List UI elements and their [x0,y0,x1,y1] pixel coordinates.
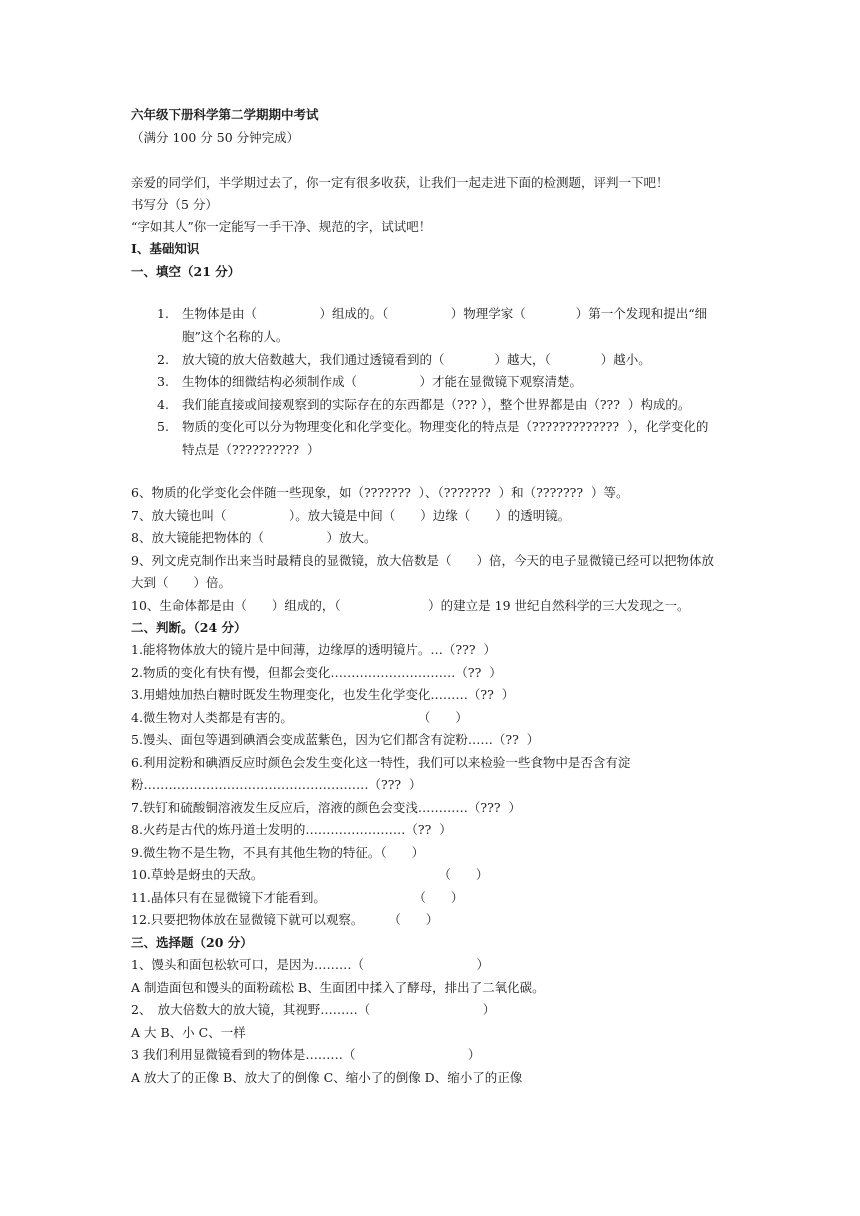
question-line: 粉………………………………………………（??? ） [131,777,422,792]
question-line: 4.微生物对人类都是有害的。 （ ） [131,710,468,725]
question-line: 1.能将物体放大的镜片是中间薄，边缘厚的透明镜片。…（??? ） [131,642,496,657]
question-line: 6.利用淀粉和碘酒反应时颜色会发生变化这一特性，我们可以来检验一些食物中是否含有淀 [131,755,631,770]
question-line: 5.馒头、面包等遇到碘酒会变成蓝紫色，因为它们都含有淀粉……（?? ） [131,732,540,747]
list-item: 我们能直接或间接观察到的实际存在的东西都是（??? ），整个世界都是由（??? ）构成的。 [182,397,691,412]
question-line: 6、物质的化学变化会伴随一些现象，如（??????? ）、（??????? ）和（??????? ）等。 [131,485,629,500]
question-line: 12.只要把物体放在显微镜下就可以观察。 （ ） [131,912,439,927]
list-item-continuation: 胞”这个名称的人。 [182,329,289,344]
writing-score-text: “字如其人”你一定能写一手干净、规范的字，试试吧！ [131,219,432,234]
question-line: 7、放大镜也叫（ ）。放大镜是中间（ ）边缘（ ）的透明镜。 [131,508,571,523]
section3-title: 三、选择题（20 分） [131,935,253,950]
question-line: 9.微生物不是生物，不具有其他生物的特征。（ ） [131,845,425,860]
question-line: 2.物质的变化有快有慢，但都会变化…………………………（?? ） [131,665,502,680]
page-subtitle: （满分 100 分 50 分钟完成） [131,130,300,145]
writing-score-title: 书写分（5 分） [131,197,218,212]
question-line: 2、 放大倍数大的放大镜，其视野………（ ） [131,1002,496,1017]
list-item: 放大镜的放大倍数越大，我们通过透镜看到的（ ）越大，（ ）越小。 [182,352,651,367]
section1-title: 一、填空（21 分） [131,264,241,279]
answer-options: A 制造面包和馒头的面粉疏松 B、生面团中揉入了酵母，排出了二氧化碳。 [131,980,545,995]
list-item: 生物体是由（ ）组成的。（ ）物理学家（ ）第一个发现和提出“细 [182,306,708,321]
list-item-number: 4. [157,397,169,412]
intro-greeting: 亲爱的同学们，半学期过去了，你一定有很多收获，让我们一起走进下面的检测题，评判一下吧！ [131,175,669,190]
section2-title: 二、判断。（24 分） [131,620,247,635]
question-line: 8、放大镜能把物体的（ ）放大。 [131,530,377,545]
list-item-number: 5. [157,419,169,434]
question-line: 8.火药是古代的炼丹道士发明的……………………（?? ） [131,822,452,837]
list-item-number: 3. [157,374,169,389]
list-item: 生物体的细微结构必须制作成（ ）才能在显微镜下观察清楚。 [182,374,583,389]
list-item-number: 1. [157,306,169,321]
question-line: 7.铁钉和硫酸铜溶液发生反应后，溶液的颜色会变浅…………（??? ） [131,800,521,815]
question-line: 10.草蛉是蚜虫的天敌。 （ ） [131,867,489,882]
page-title: 六年级下册科学第二学期期中考试 [131,107,319,122]
question-line: 1、馒头和面包松软可口，是因为………（ ） [131,957,489,972]
answer-options: A 大 B、小 C、一样 [131,1025,246,1040]
question-line: 10、生命体都是由（ ）组成的，（ ）的建立是 19 世纪自然科学的三大发现之一。 [131,598,690,613]
answer-options: A 放大了的正像 B、放大了的倒像 C、缩小了的倒像 D、缩小了的正像 [131,1070,523,1085]
question-line: 11.晶体只有在显微镜下才能看到。 （ ） [131,890,464,905]
list-item-number: 2. [157,352,169,367]
question-line: 9、列文虎克制作出来当时最精良的显微镜，放大倍数是（ ）倍，今天的电子显微镜已经可以把物体放 [131,553,714,568]
question-line: 3 我们利用显微镜看到的物体是………（ ） [131,1047,481,1062]
list-item: 物质的变化可以分为物理变化和化学变化。物理变化的特点是（????????????? ），化学变化的 [182,419,709,434]
list-item-continuation: 特点是（?????????? ） [182,442,320,457]
part1-title: Ⅰ、基础知识 [131,241,200,256]
question-line: 3.用蜡烛加热白糖时既发生物理变化，也发生化学变化………（?? ） [131,687,515,702]
question-line: 大到（ ）倍。 [131,575,232,590]
